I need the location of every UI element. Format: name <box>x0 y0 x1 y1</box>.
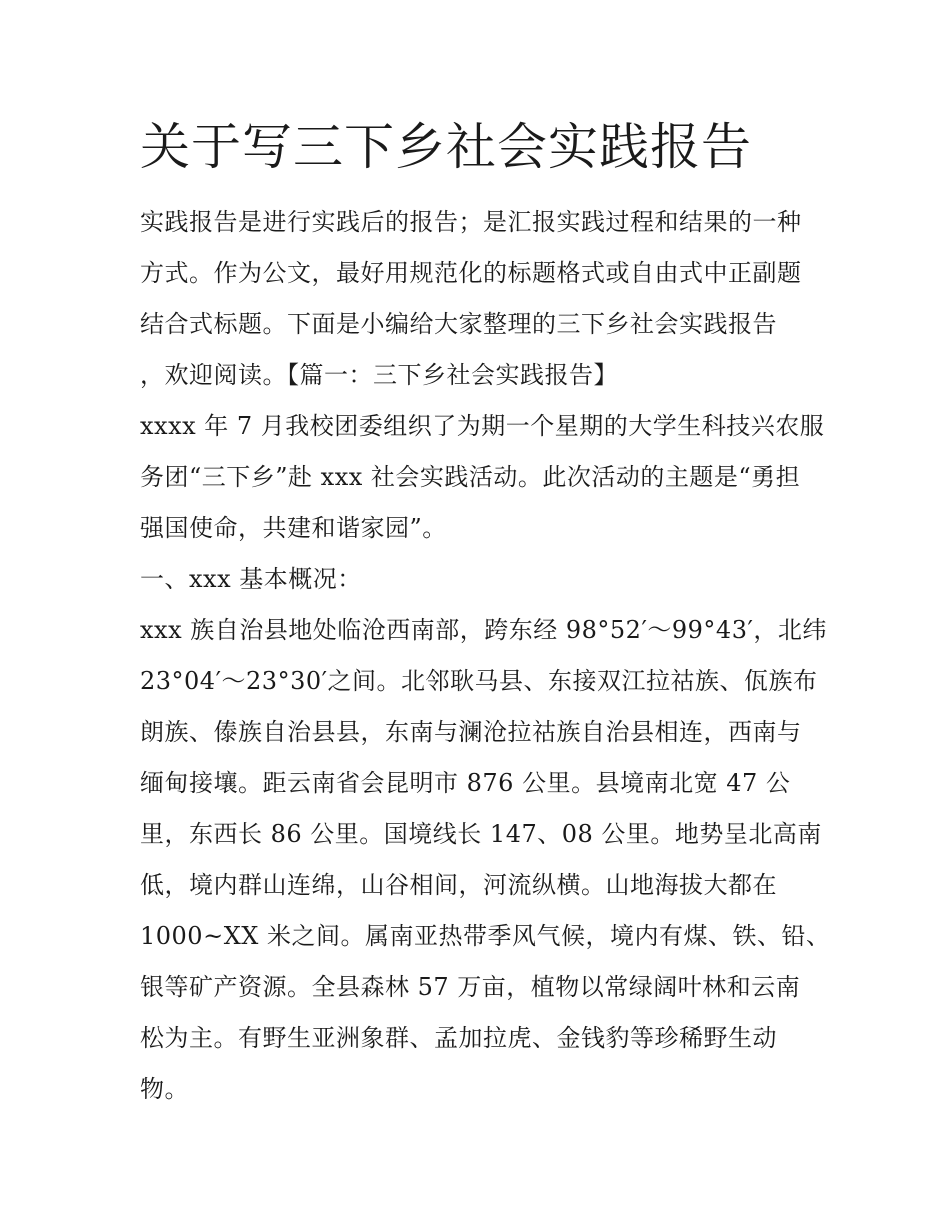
paragraph-line: 1000~XX 米之间。属南亚热带季风气候，境内有煤、铁、铅、 <box>140 922 831 950</box>
paragraph-line: xxxx 年 7 月我校团委组织了为期一个星期的大学生科技兴农服 <box>140 412 825 440</box>
paragraph-line: ，欢迎阅读。【篇一：三下乡社会实践报告】 <box>140 361 618 389</box>
paragraph-line: 里，东西长 86 公里。国境线长 147、08 公里。地势呈北高南 <box>140 820 822 848</box>
paragraph-line: 方式。作为公文，最好用规范化的标题格式或自由式中正副题 <box>140 259 802 287</box>
paragraph-line: 实践报告是进行实践后的报告；是汇报实践过程和结果的一种 <box>140 208 802 236</box>
paragraph-line: 物。 <box>140 1075 189 1103</box>
document-title: 关于写三下乡社会实践报告 <box>140 118 752 176</box>
section-heading: 一、xxx 基本概况： <box>140 565 362 593</box>
paragraph-line: 结合式标题。下面是小编给大家整理的三下乡社会实践报告 <box>140 310 777 338</box>
paragraph-line: 低，境内群山连绵，山谷相间，河流纵横。山地海拔大都在 <box>140 871 777 899</box>
paragraph-line: 缅甸接壤。距云南省会昆明市 876 公里。县境南北宽 47 公 <box>140 769 791 797</box>
paragraph-line: 强国使命，共建和谐家园”。 <box>140 514 447 542</box>
paragraph-line: 朗族、傣族自治县县，东南与澜沧拉祜族自治县相连，西南与 <box>140 718 802 746</box>
paragraph-line: xxx 族自治县地处临沧西南部，跨东经 98°52′～99°43′，北纬 <box>140 616 827 644</box>
paragraph-line: 务团“三下乡”赴 xxx 社会实践活动。此次活动的主题是“勇担 <box>140 463 801 491</box>
paragraph-line: 23°04′～23°30′之间。北邻耿马县、东接双江拉祜族、佤族布 <box>140 667 818 695</box>
paragraph-line: 松为主。有野生亚洲象群、孟加拉虎、金钱豹等珍稀野生动 <box>140 1024 777 1052</box>
paragraph-line: 银等矿产资源。全县森林 57 万亩，植物以常绿阔叶林和云南 <box>140 973 801 1001</box>
